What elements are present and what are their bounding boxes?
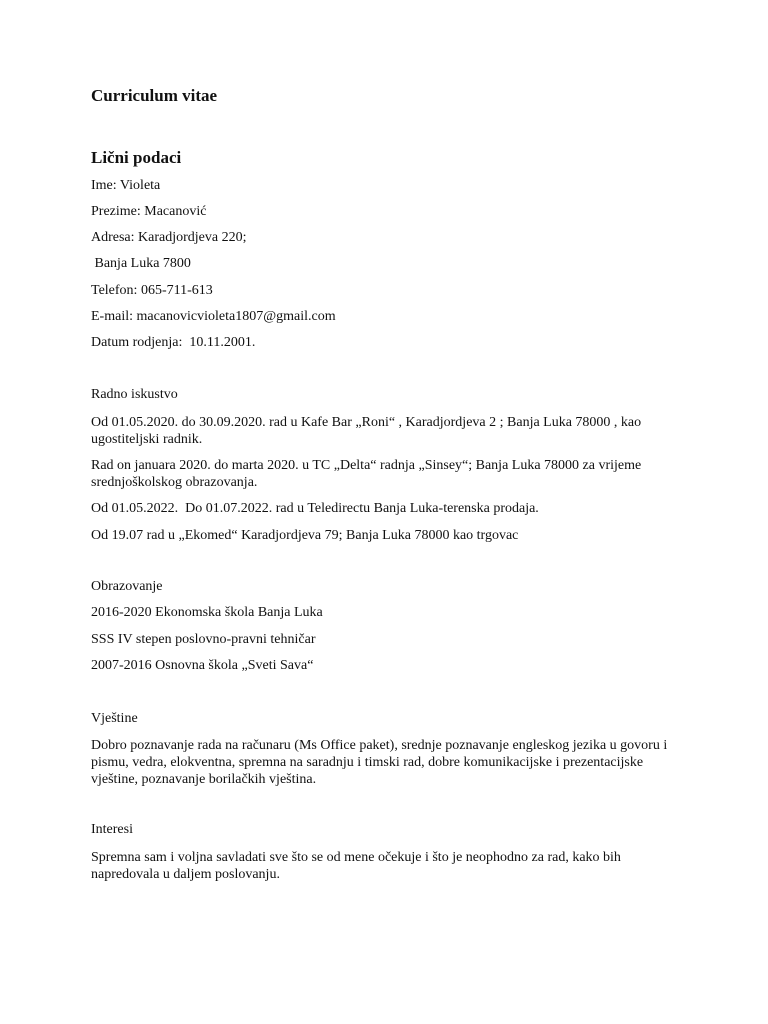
personal-address: Adresa: Karadjordjeva 220;	[91, 230, 247, 245]
personal-city: Banja Luka 7800	[91, 256, 191, 271]
skills-text: Dobro poznavanje rada na računaru (Ms Office paket), srednje poznavanje engleskog jezika u govoru i pismu, vedra, elokventna, spremna na saradnju i timski rad, dobre komunikacijske i prezentacijske vještine, poznavanje borilačkih vještina.	[91, 738, 668, 787]
education-item: 2007-2016 Osnovna škola „Sveti Sava“	[91, 658, 314, 673]
personal-phone: Telefon: 065-711-613	[91, 283, 213, 298]
experience-heading: Radno iskustvo	[91, 387, 178, 402]
personal-last-name: Prezime: Macanović	[91, 204, 207, 219]
education-item: 2016-2020 Ekonomska škola Banja Luka	[91, 605, 323, 620]
experience-item: Od 19.07 rad u „Ekomed“ Karadjordjeva 79; Banja Luka 78000 kao trgovac	[91, 528, 519, 543]
experience-item: Od 01.05.2022. Do 01.07.2022. rad u Teledirectu Banja Luka-terenska prodaja.	[91, 501, 539, 516]
experience-item: Od 01.05.2020. do 30.09.2020. rad u Kafe Bar „Roni“ , Karadjordjeva 2 ; Banja Luka 78000 , kao ugostiteljski radnik.	[91, 415, 642, 447]
education-heading: Obrazovanje	[91, 579, 163, 594]
document-title: Curriculum vitae	[91, 86, 218, 105]
personal-first-name: Ime: Violeta	[91, 178, 161, 193]
interests-text: Spremna sam i voljna savladati sve što se od mene očekuje i što je neophodno za rad, kako bih napredovala u daljem poslovanju.	[91, 850, 621, 882]
education-item: SSS IV stepen poslovno-pravni tehničar	[91, 632, 316, 647]
personal-birthdate: Datum rodjenja: 10.11.2001.	[91, 335, 256, 350]
interests-heading: Interesi	[91, 822, 133, 837]
experience-item: Rad on januara 2020. do marta 2020. u TC „Delta“ radnja „Sinsey“; Banja Luka 78000 za vrijeme srednjoškolskog obrazovanja.	[91, 458, 642, 490]
skills-heading: Vještine	[91, 711, 138, 726]
personal-heading: Lični podaci	[91, 148, 182, 167]
personal-email: E-mail: macanovicvioleta1807@gmail.com	[91, 309, 336, 324]
